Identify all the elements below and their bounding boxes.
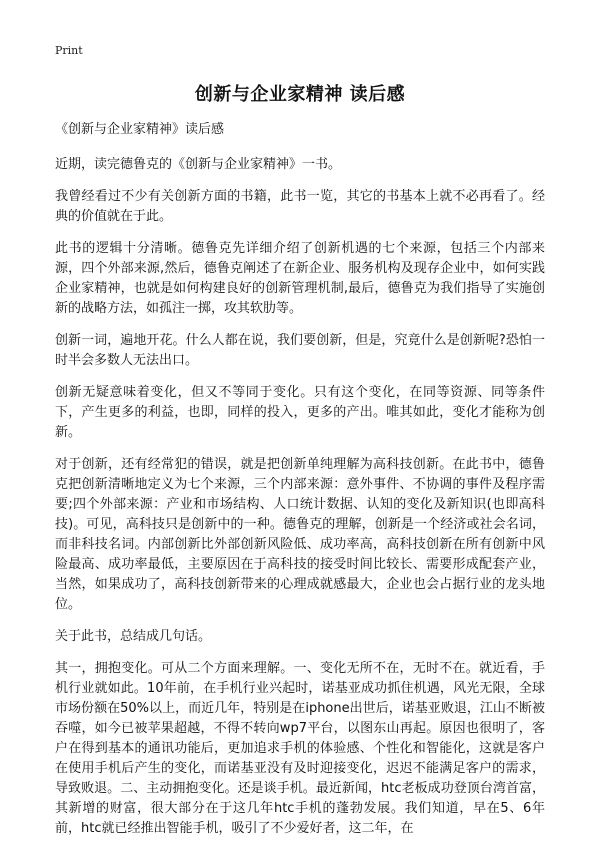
paragraph: 创新无疑意味着变化，但又不等同于变化。只有这个变化，在同等资源、同等条件下，产生更多的利益，也即，同样的投入，更多的产出。唯其如此，变化才能称为创新。: [55, 385, 545, 440]
page-title: 创新与企业家精神 读后感: [194, 84, 406, 105]
paragraph: 创新一词，遍地开花。什么人都在说，我们要创新，但是，究竟什么是创新呢?恐怕一时半会多数人无法出口。: [55, 333, 545, 368]
paragraph: 此书的逻辑十分清晰。德鲁克先详细介绍了创新机遇的七个来源，包括三个内部来源，四个外部来源,然后，德鲁克阐述了在新企业、服务机构及现存企业中，如何实践企业家精神，也就是如何构建良好的创新管理机制,最后，德鲁克为我们指导了实施创新的战略方法，如孤注一掷，攻其软肋等。: [55, 241, 545, 316]
article-subtitle: 《创新与企业家精神》读后感: [55, 122, 225, 137]
print-link[interactable]: Print: [55, 44, 83, 57]
paragraph: 关于此书，总结成几句话。: [55, 629, 212, 644]
article-body: [55, 120, 545, 851]
paragraph: 对于创新，还有经常犯的错误，就是把创新单纯理解为高科技创新。在此书中，德鲁克把创新清晰地定义为七个来源，三个内部来源：意外事件、不协调的事件及程序需要;四个外部来源：产业和市场结构、人口统计数据、认知的变化及新知识(也即高科技)。可见，高科技只是创新中的一种。德鲁克的理解，创新是一个经济或社会名词，而非科技名词。内部创新比外部创新风险低、成功率高，高科技创新在所有创新中风险最高、成功率最低，主要原因在于高科技的接受时间比较长、需要形成配套产业，当然，如果成功了，高科技创新带来的心理成就感最大，企业也会占据行业的龙头地位。: [55, 457, 545, 612]
paragraph: 其一，拥抱变化。可从二个方面来理解。一、变化无所不在，无时不在。就近看，手机行业就如此。10年前，在手机行业兴起时，诺基亚成功抓住机遇，风光无限，全球市场份额在50%以上，而近几年，特别是在iphone出世后，诺基亚败退，江山不断被吞噬，如今已被苹果超越，不得不转向wp7平台，以图东山再起。原因也很明了，客户在得到基本的通讯功能后，更加追求手机的体验感、个性化和智能化，这就是客户在使用手机后产生的变化，而诺基亚没有及时迎接变化，迟迟不能满足客户的需求，导致败退。二、主动拥抱变化。还是谈手机。最近新闻，htc老板成功登顶台湾首富，其新增的财富，很大部分在于这几年htc手机的蓬勃发展。我们知道，早在5、6年前，htc就已经推出智能手机，吸引了不少爱好者，这二年，在: [55, 661, 545, 836]
paragraph: 我曾经看过不少有关创新方面的书籍，此书一览，其它的书基本上就不必再看了。经典的价值就在于此。: [55, 189, 545, 224]
paragraph: 近期，读完德鲁克的《创新与企业家精神》一书。: [55, 157, 342, 172]
